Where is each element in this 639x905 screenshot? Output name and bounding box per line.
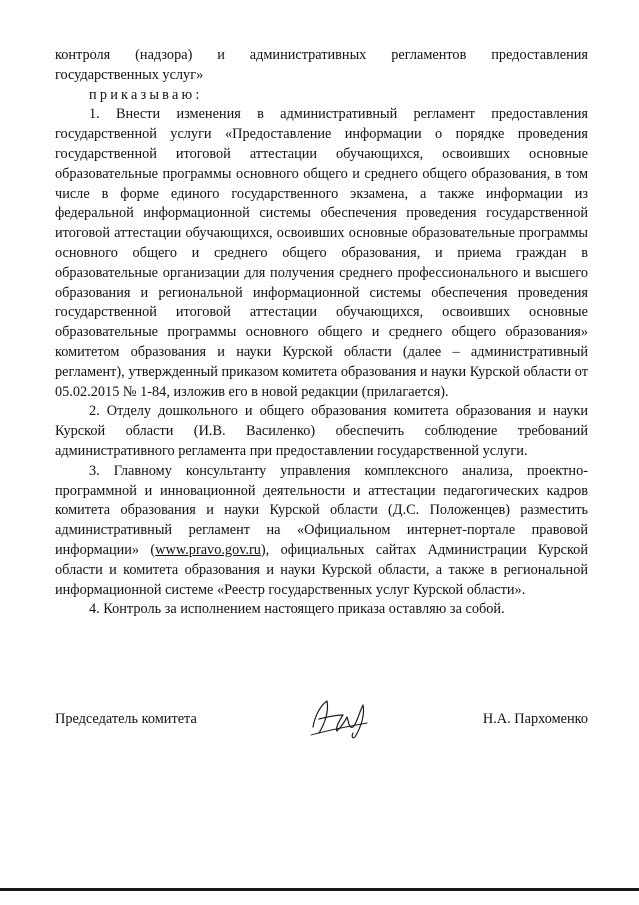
handwritten-signature-icon — [305, 693, 375, 743]
item-1: 1. Внести изменения в административный регламент предоставления государственной услуги «Предоставление информации о порядке проведения государственной итоговой аттестации обучающихся, освоивших основные образовательные программы основного общего и среднего общего образования, в том числе в форме единого государственного экзамена, а также информации из федеральной информационной системы обеспечения проведения государственной итоговой аттестации обучающихся, освоивших основные образовательные программы основного общего и среднего общего образования, и приема граждан в образовательные организации для получения среднего профессионального и высшего образования и региональной информационной системы обеспечения проведения государственной итоговой аттестации обучающихся, освоивших основные образовательные программы основного общего и среднего общего образования» комитетом образования и науки Курской области (далее – административный регламент), утвержденный приказом комитета образования и науки Курской области от 05.02.2015 № 1-84, изложив его в новой редакции (прилагается). — [55, 106, 588, 400]
preamble-text: контроля (надзора) и административных регламентов предоставления государственных услуг» — [55, 47, 588, 83]
signatory-role: Председатель комитета — [55, 711, 197, 727]
item-3-text-after: ), официальных сайтах Администрации Курской области и комитета образования и науки Курской области, а также в региональной информационной системе «Реестр государственных услуг Курской области». — [55, 541, 588, 598]
item-3 — [55, 462, 588, 601]
order-word: приказываю: — [89, 86, 203, 103]
item-2: 2. Отделу дошкольного и общего образования комитета образования и науки Курской области (И.В. Василенко) обеспечить соблюдение требований административного регламента при предоставлении государственной услуги. — [55, 403, 588, 459]
document-body — [55, 46, 588, 620]
item-4: 4. Контроль за исполнением настоящего приказа оставляю за собой. — [89, 601, 505, 618]
item-3-text-before: 3. Главному консультанту управления комплексного анализа, проектно-программной и инновационной деятельности и аттестации педагогических кадров комитета образования и науки Курской области (Д.С. Положенцев) разместить административный регламент на «Официальном интернет-портале правовой информации» ( — [55, 462, 588, 558]
signature-block — [55, 693, 588, 753]
pravo-link[interactable]: www.pravo.gov.ru — [155, 541, 261, 558]
signatory-name: Н.А. Пархоменко — [482, 711, 588, 727]
page-bottom-rule — [0, 888, 639, 891]
